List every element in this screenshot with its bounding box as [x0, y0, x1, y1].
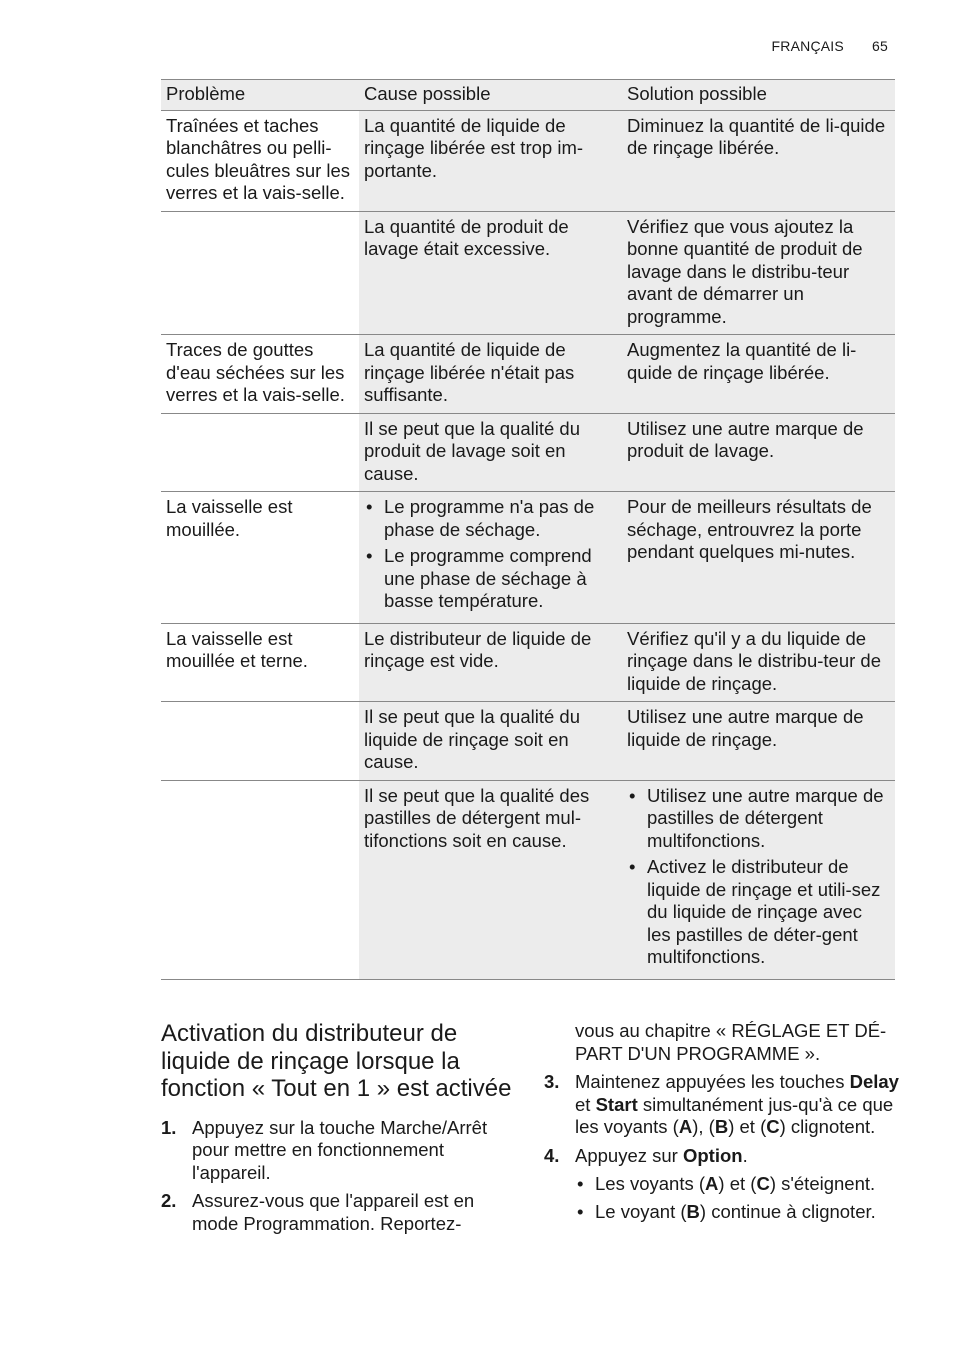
table-row: [161, 211, 895, 335]
step-item: [544, 1145, 900, 1168]
cause-cell: Il se peut que la qualité du produit de lavage soit en cause.: [359, 413, 622, 492]
table-row: [161, 623, 895, 702]
list-item: • Utilisez une autre marque de pastilles de détergent multifonctions.: [627, 785, 890, 853]
problem-cell: [161, 702, 359, 781]
list-item: • Le voyant (B) continue à clignoter.: [575, 1201, 900, 1224]
cause-cell: La quantité de liquide de rinçage libérée n'était pas suffisante.: [359, 335, 622, 414]
table-row: [161, 780, 895, 979]
solution-cell: Utilisez une autre marque de liquide de rinçage.: [622, 702, 895, 781]
step-number: 2.: [161, 1190, 177, 1211]
column-header-cause: Cause possible: [359, 80, 622, 111]
cause-cell: La quantité de liquide de rinçage libérée est trop im-portante.: [359, 110, 622, 211]
list-item: • Le programme n'a pas de phase de séchage.: [364, 496, 617, 541]
column-header-solution: Solution possible: [622, 80, 895, 111]
problem-cell: [161, 780, 359, 979]
table-header-row: [161, 80, 895, 111]
step-number: 4.: [544, 1144, 560, 1166]
table-row: [161, 110, 895, 211]
solution-cell: Diminuez la quantité de li-quide de rinçage libérée.: [622, 110, 895, 211]
table-row: [161, 335, 895, 414]
troubleshooting-table: [161, 79, 895, 980]
left-column: [161, 1020, 521, 1241]
cause-bullet-list: [364, 496, 617, 613]
solution-cell: Vérifiez qu'il y a du liquide de rinçage dans le distribu-teur de liquide de rinçage.: [622, 623, 895, 702]
header-language: FRANÇAIS: [771, 38, 844, 54]
cause-cell: [359, 492, 622, 624]
steps-list: [161, 1117, 521, 1236]
solution-bullet-list: [627, 785, 890, 969]
step-item: [161, 1190, 521, 1235]
step-item: [161, 1117, 521, 1185]
table-row: [161, 492, 895, 624]
right-column: [544, 1020, 900, 1228]
step-item: [544, 1071, 900, 1139]
key-delay: Delay: [849, 1071, 899, 1092]
solution-cell: Vérifiez que vous ajoutez la bonne quantité de produit de lavage dans le distribu-teur avant de démarrer un programme.: [622, 211, 895, 335]
step-number: 3.: [544, 1071, 560, 1092]
steps-list-continued: [544, 1071, 900, 1167]
step-number: 1.: [161, 1116, 177, 1138]
step-text: Appuyez sur Option.: [575, 1144, 748, 1166]
step-text: Assurez-vous que l'appareil est en mode Programmation. Reportez-: [192, 1190, 475, 1234]
cause-cell: Le distributeur de liquide de rinçage est vide.: [359, 623, 622, 702]
table-row: [161, 702, 895, 781]
solution-cell: [622, 780, 895, 979]
page-header: [772, 38, 888, 54]
problem-cell: La vaisselle est mouillée et terne.: [161, 623, 359, 702]
indicator-b: B: [714, 1116, 729, 1137]
step-text: Appuyez sur la touche Marche/Arrêt pour mettre en fonctionnement l'appareil.: [192, 1116, 488, 1183]
section-title: Activation du distributeur de liquide de rinçage lorsque la fonction « Tout en 1 » est activée: [161, 1020, 512, 1102]
indicator-a: A: [705, 1173, 719, 1194]
solution-cell: Augmentez la quantité de li-quide de rinçage libérée.: [622, 335, 895, 414]
table-row: [161, 413, 895, 492]
problem-cell: Traînées et taches blanchâtres ou pelli-cules bleuâtres sur les verres et la vais-selle.: [161, 110, 359, 211]
column-header-problem: Problème: [161, 80, 359, 111]
step4-sub-list: [544, 1173, 900, 1223]
problem-cell: Traces de gouttes d'eau séchées sur les verres et la vais-selle.: [161, 335, 359, 414]
problem-cell: [161, 413, 359, 492]
list-item: • Le programme comprend une phase de séchage à basse température.: [364, 545, 617, 613]
indicator-c: C: [756, 1173, 770, 1194]
step-continuation: vous au chapitre « RÉGLAGE ET DÉ-PART D'UN PROGRAMME ».: [575, 1020, 887, 1064]
problem-cell: La vaisselle est mouillée.: [161, 492, 359, 624]
solution-cell: Utilisez une autre marque de produit de lavage.: [622, 413, 895, 492]
step-text: Maintenez appuyées les touches Delay et Start simultanément jus-qu'à ce que les voyants (A), (B) et (C) clignotent.: [575, 1071, 899, 1137]
problem-cell: [161, 211, 359, 335]
list-item: • Activez le distributeur de liquide de rinçage et utili-sez du liquide de rinçage avec les pastilles de déter-gent multifonctions.: [627, 856, 890, 969]
indicator-b: B: [686, 1200, 700, 1222]
key-option: Option: [682, 1144, 743, 1166]
cause-cell: Il se peut que la qualité des pastilles de détergent mul-tifonctions soit en cause.: [359, 780, 622, 979]
indicator-a: A: [678, 1116, 693, 1137]
cause-cell: La quantité de produit de lavage était excessive.: [359, 211, 622, 335]
key-start: Start: [595, 1093, 638, 1115]
cause-cell: Il se peut que la qualité du liquide de rinçage soit en cause.: [359, 702, 622, 781]
solution-cell: Pour de meilleurs résultats de séchage, entrouvrez la porte pendant quelques mi-nutes.: [622, 492, 895, 624]
indicator-c: C: [766, 1116, 780, 1137]
page-number: 65: [872, 38, 888, 54]
list-item: • Les voyants (A) et (C) s'éteignent.: [575, 1173, 900, 1196]
